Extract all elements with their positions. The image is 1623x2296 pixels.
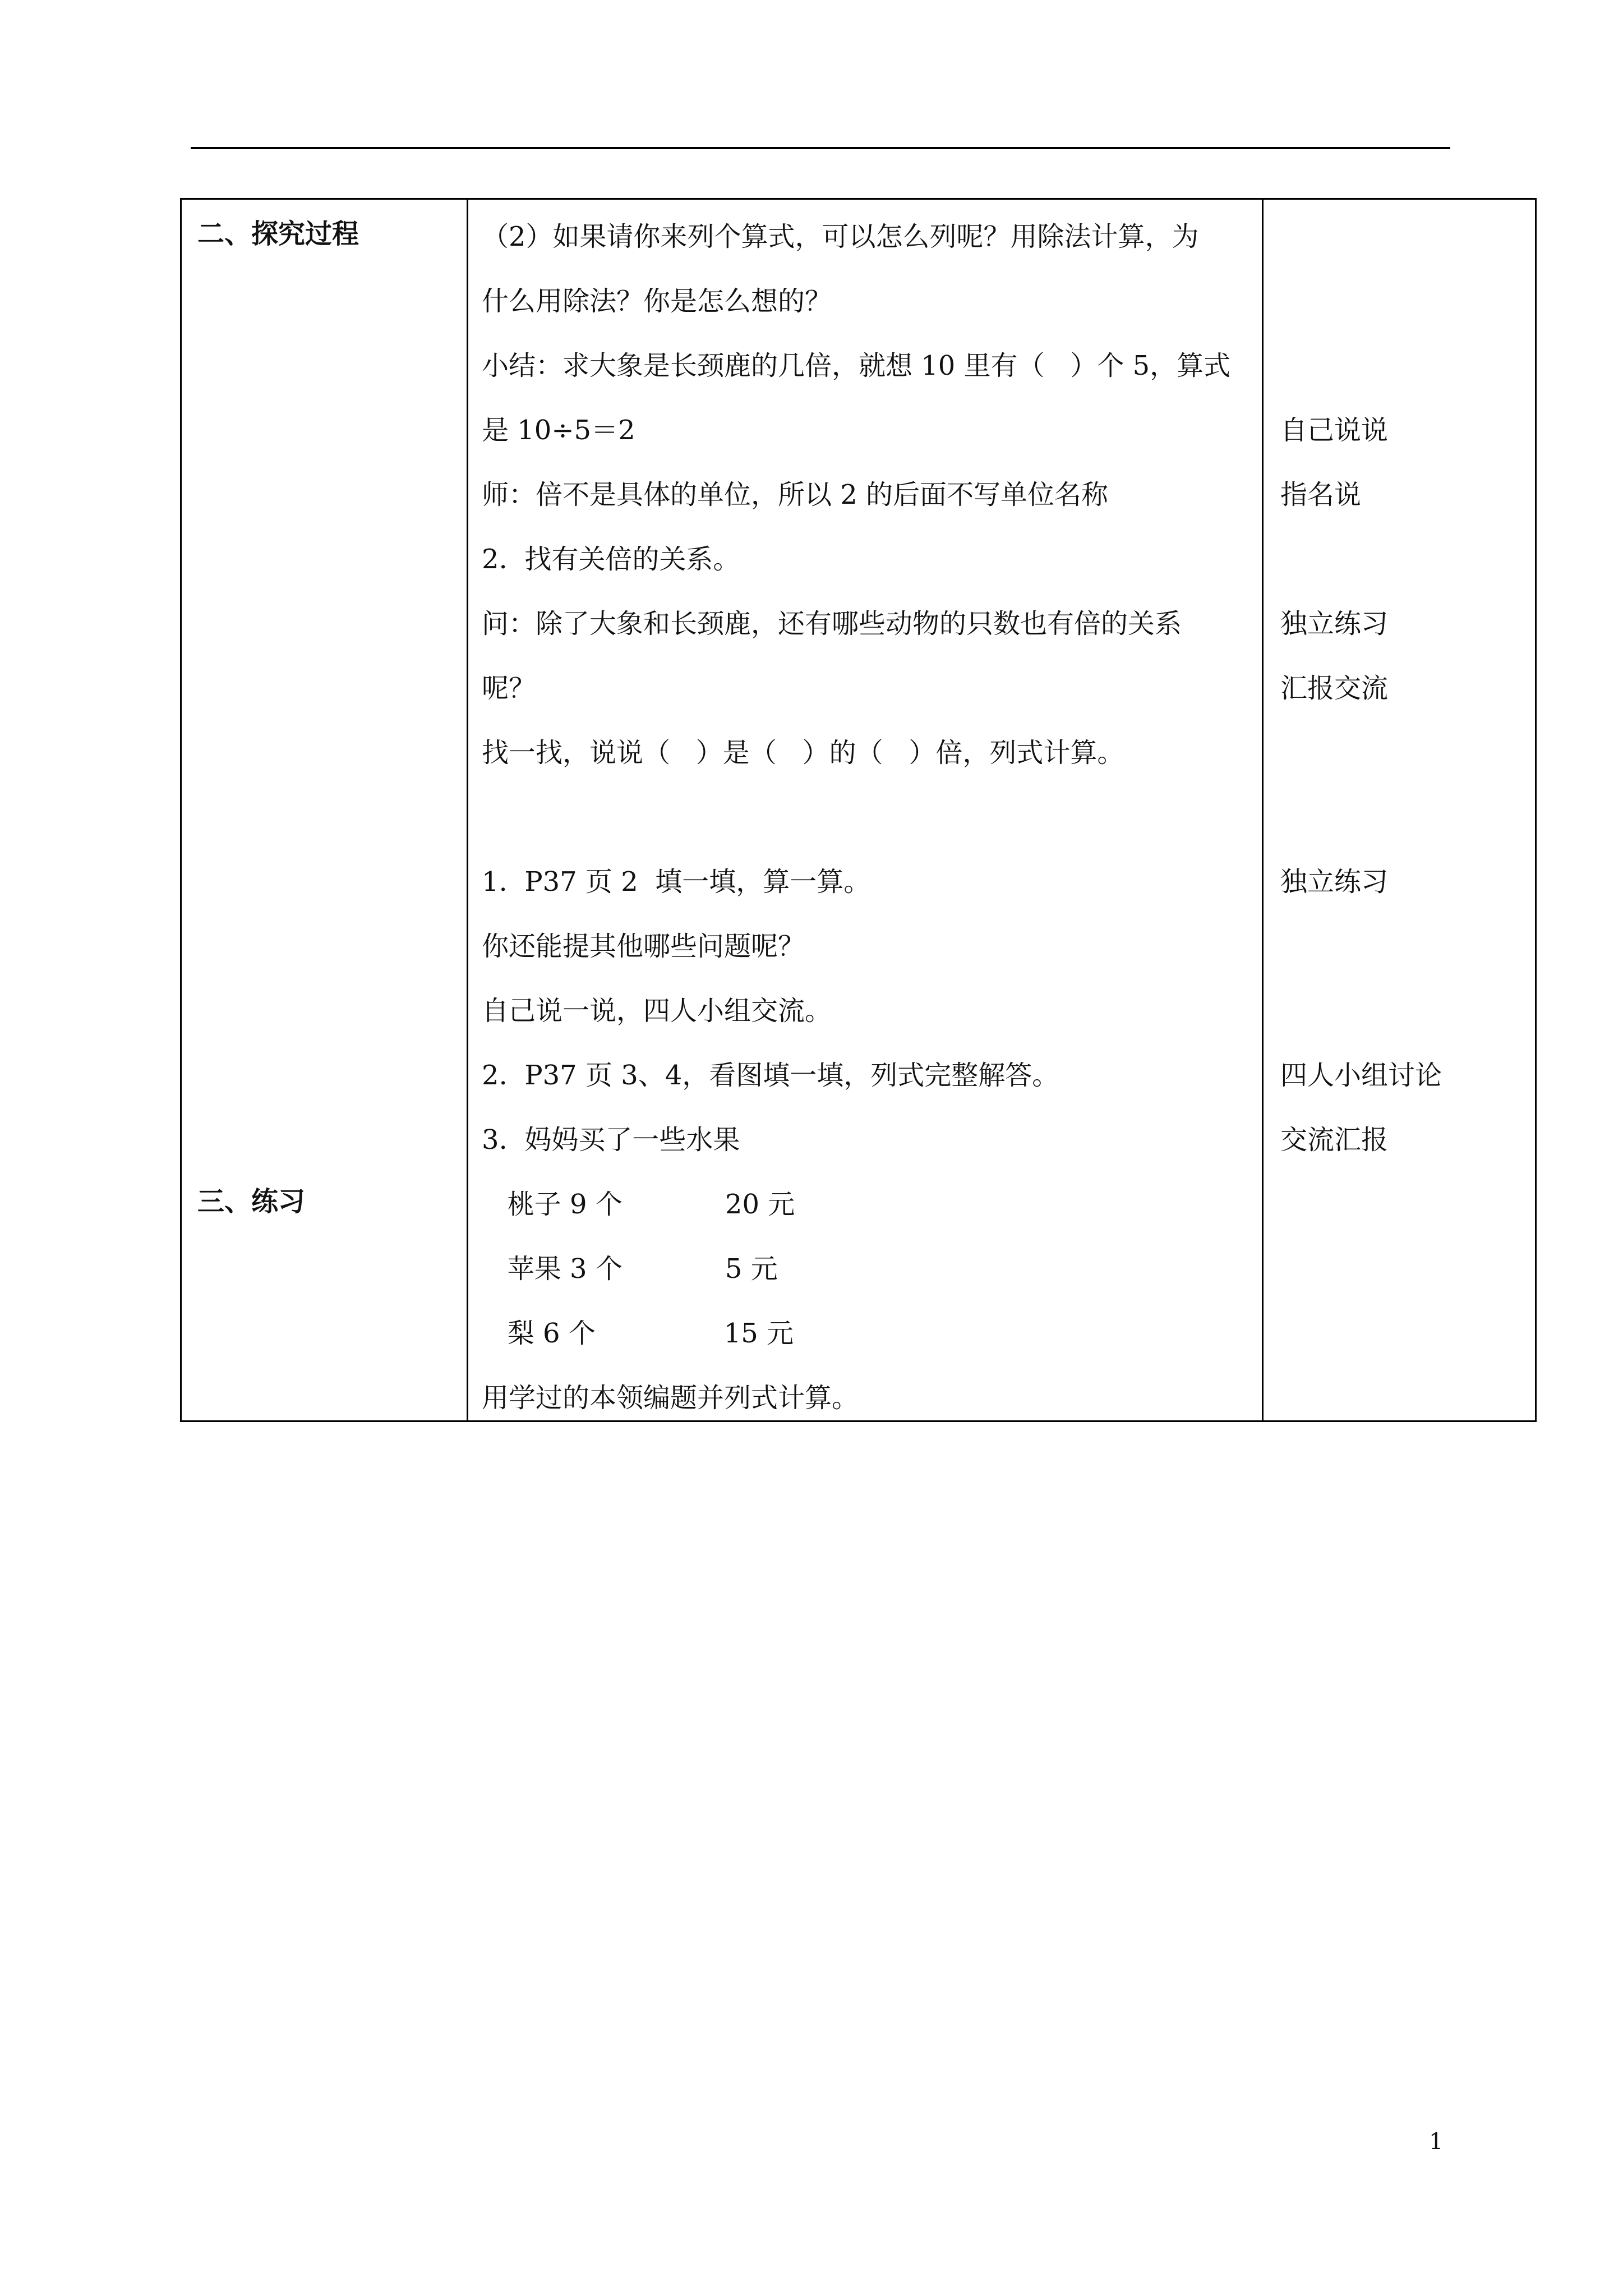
page-number: 1 <box>1429 2129 1444 2155</box>
stage-column <box>181 199 468 1421</box>
method-line <box>1280 349 1529 413</box>
lesson-plan-table <box>180 198 1537 1422</box>
content-column <box>468 199 1263 1421</box>
method-line: 交流汇报 <box>1280 1124 1389 1156</box>
method-line <box>1280 800 1529 865</box>
content-line: 小结：求大象是长颈鹿的几倍，就想 10 里有（ ）个 5，算式 <box>482 350 1231 381</box>
content-line: 问：除了大象和长颈鹿，还有哪些动物的只数也有倍的关系 <box>482 608 1182 639</box>
table-row <box>181 199 1536 1421</box>
content-line: 自己说一说，四人小组交流。 <box>482 995 832 1027</box>
content-line: 师：倍不是具体的单位，所以 2 的后面不写单位名称 <box>482 479 1109 510</box>
content-line: 2. P37 页 3、4，看图填一填，列式完整解答。 <box>482 1060 1059 1091</box>
method-line <box>1280 994 1529 1059</box>
method-line: 汇报交流 <box>1280 673 1389 704</box>
method-line: 独立练习 <box>1280 866 1389 898</box>
stage-explore-label: 二、探究过程 <box>197 218 359 250</box>
method-line <box>1280 736 1529 800</box>
stage-practice-label: 三、练习 <box>197 1186 306 1217</box>
content-line: 找一找，说说（ ）是（ ）的（ ）倍，列式计算。 <box>482 737 1124 769</box>
method-line: 四人小组讨论 <box>1280 1060 1442 1091</box>
content-line: （2）如果请你来列个算式，可以怎么列呢？用除法计算，为 <box>482 221 1199 252</box>
method-line: 指名说 <box>1280 479 1362 510</box>
content-line: 3. 妈妈买了一些水果 <box>482 1124 740 1156</box>
content-line: 梨 6 个 15 元 <box>482 1318 794 1349</box>
content-line: 是 10÷5＝2 <box>482 415 635 446</box>
method-line <box>1280 930 1529 994</box>
method-line <box>1280 542 1529 607</box>
method-column <box>1263 199 1536 1421</box>
method-line <box>1280 284 1529 349</box>
method-line: 独立练习 <box>1280 608 1389 639</box>
content-line: 2. 找有关倍的关系。 <box>482 544 740 575</box>
content-line <box>482 800 1256 865</box>
method-line <box>1280 220 1529 284</box>
content-line: 什么用除法？你是怎么想的？ <box>482 286 832 317</box>
content-line: 呢？ <box>482 673 536 704</box>
method-lines <box>1280 220 1529 1188</box>
method-line: 自己说说 <box>1280 415 1389 446</box>
content-line: 苹果 3 个 5 元 <box>482 1253 778 1285</box>
content-line: 用学过的本领编题并列式计算。 <box>482 1382 859 1414</box>
content-line: 桃子 9 个 20 元 <box>482 1189 795 1220</box>
content-line: 你还能提其他哪些问题呢？ <box>482 931 805 962</box>
content-line: 1. P37 页 2 填一填，算一算。 <box>482 866 871 898</box>
header-rule <box>191 147 1450 149</box>
content-lines <box>482 220 1256 1446</box>
